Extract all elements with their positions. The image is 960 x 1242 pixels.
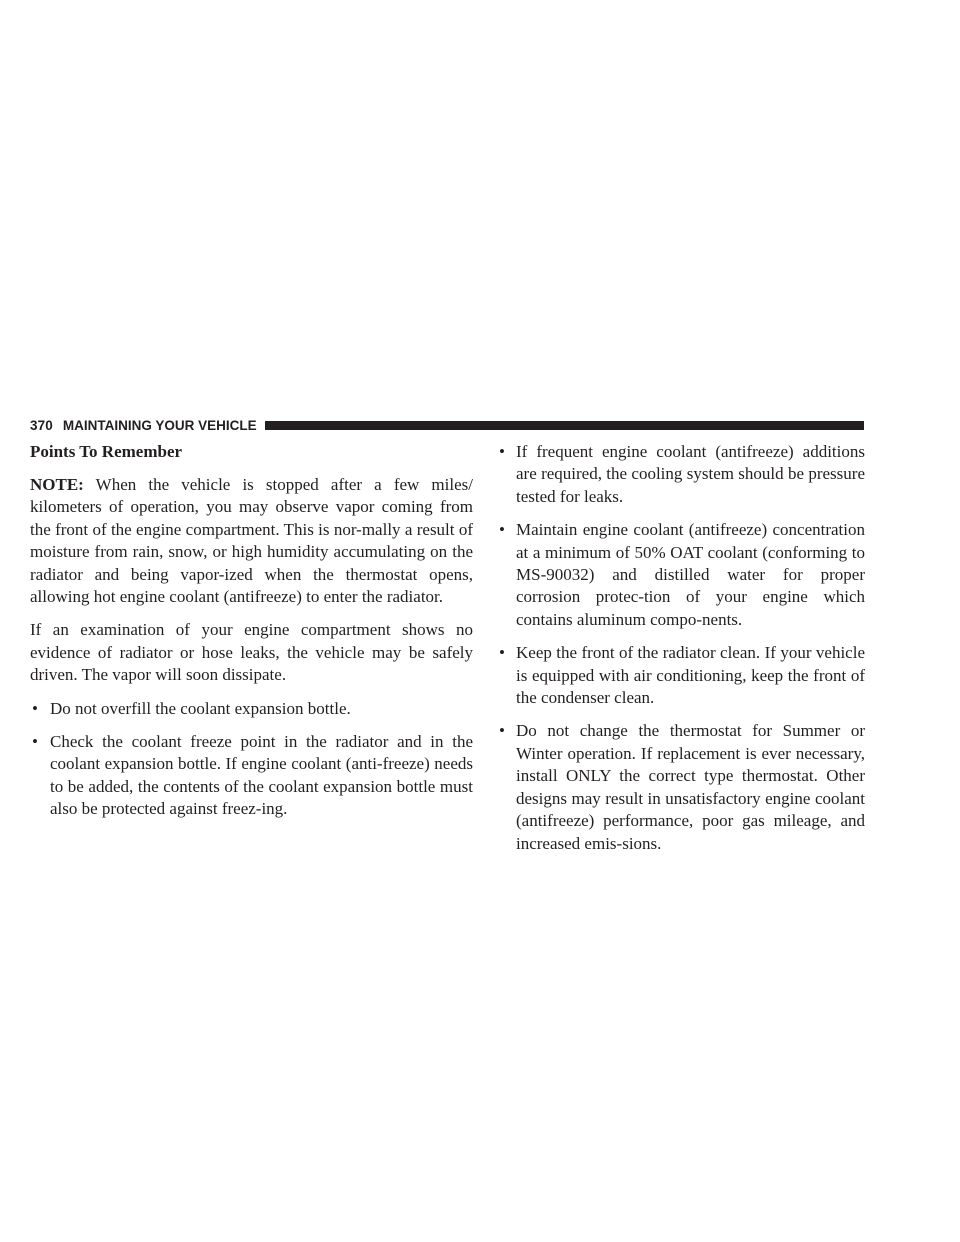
body-paragraph: If an examination of your engine compartment shows no evidence of radiator or hose leaks, the vehicle may be safely driven. The vapor will soon dissipate. — [30, 620, 473, 685]
section-heading: Points To Remember — [30, 442, 183, 461]
header-rule — [265, 421, 864, 430]
list-item-text: Keep the front of the radiator clean. If your vehicle is equipped with air conditioning, keep the front of the condenser clean. — [516, 643, 865, 708]
list-item — [497, 642, 865, 709]
bullet-glyph: • — [499, 721, 505, 741]
note-text: When the vehicle is stopped after a few miles/ kilometers of operation, you may observe vapor coming from the front of the engine compartment. This is nor-mally a result of moisture from rain, snow, or high humidity accumulating on the radiator and being vapor-ized when the thermostat opens, allowing hot engine coolant (antifreeze) to enter the radiator. — [30, 475, 473, 607]
page-header — [30, 417, 864, 433]
left-bullet-list — [30, 698, 473, 821]
note-label: NOTE: — [30, 475, 84, 494]
right-bullet-list — [497, 441, 865, 855]
list-item — [30, 698, 473, 720]
list-item — [497, 720, 865, 854]
left-column — [30, 441, 473, 832]
page-number: 370 — [30, 417, 53, 433]
list-item-text: If frequent engine coolant (antifreeze) additions are required, the cooling system should be pressure tested for leaks. — [516, 442, 865, 506]
note-paragraph — [30, 474, 473, 608]
bullet-glyph: • — [499, 643, 505, 663]
right-column — [497, 441, 865, 866]
list-item-text: Maintain engine coolant (antifreeze) concentration at a minimum of 50% OAT coolant (conforming to MS-90032) and distilled water for proper corrosion protec-tion of your engine which contains aluminum compo-nents. — [516, 520, 865, 629]
bullet-glyph: • — [32, 732, 38, 752]
list-item-text: Check the coolant freeze point in the radiator and in the coolant expansion bottle. If engine coolant (anti-freeze) needs to be added, the contents of the coolant expansion bottle must also be protected against freez-ing. — [50, 732, 473, 819]
list-item-text: Do not change the thermostat for Summer or Winter operation. If replacement is ever necessary, install ONLY the correct type thermostat. Other designs may result in unsatisfactory engine coolant (antifreeze) performance, poor gas mileage, and increased emis-sions. — [516, 721, 865, 853]
list-item — [497, 441, 865, 508]
list-item — [30, 731, 473, 821]
list-item-text: Do not overfill the coolant expansion bottle. — [50, 698, 351, 718]
list-item — [497, 519, 865, 631]
bullet-glyph: • — [499, 442, 505, 461]
bullet-glyph: • — [32, 698, 38, 718]
bullet-glyph: • — [499, 520, 505, 540]
section-title: MAINTAINING YOUR VEHICLE — [62, 417, 257, 433]
